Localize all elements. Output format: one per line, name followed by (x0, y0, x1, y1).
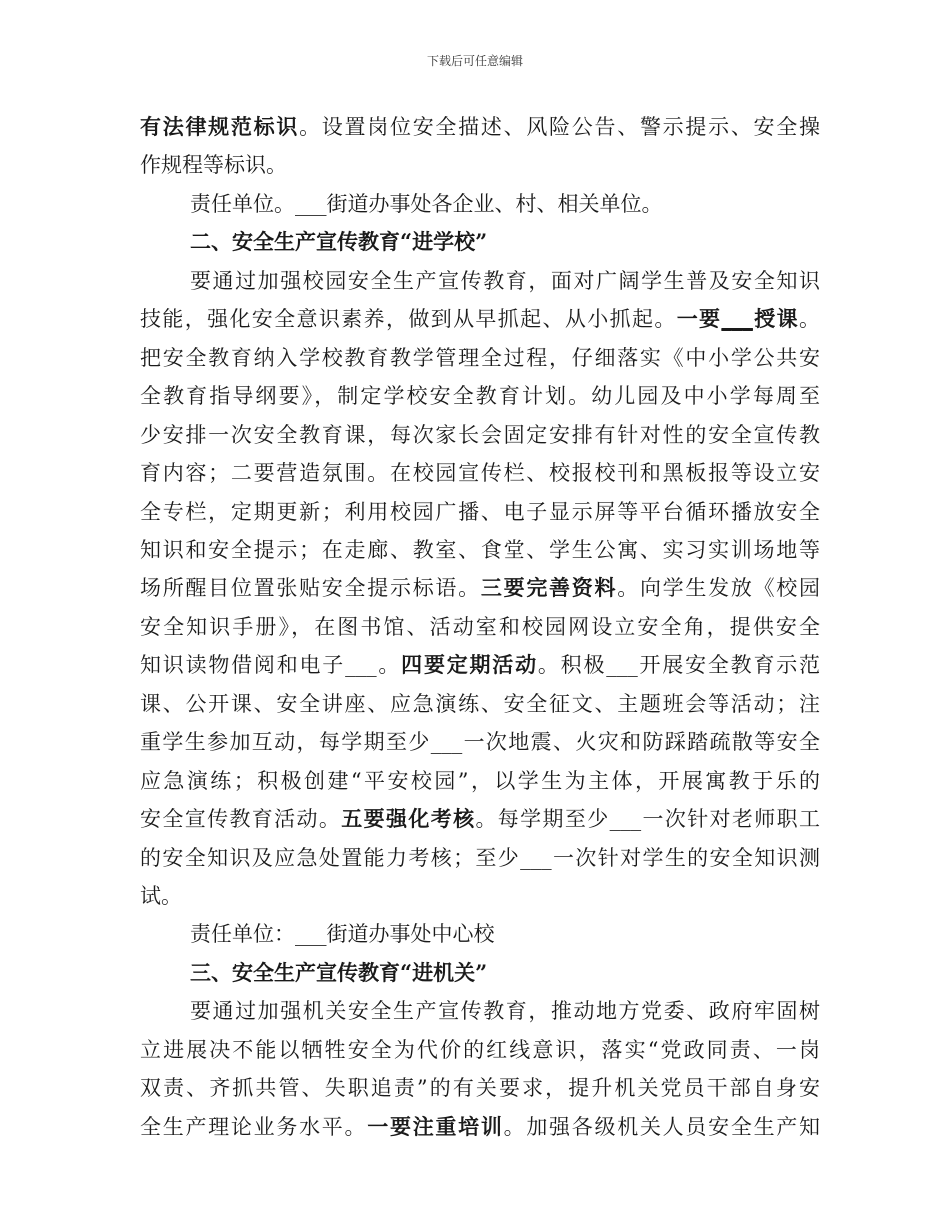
text-line (190, 268, 820, 294)
text-run: 把安全教育纳入学校教育教学管理全过程，仔细落实《中小学公共安 (140, 345, 820, 370)
text-line (140, 691, 820, 717)
text-line (140, 1075, 820, 1101)
bold-text: 三要完善资料 (480, 575, 618, 601)
text-run: 少安排一次安全教育课，每次家长会固定安排有针对性的安全宣传教 (140, 422, 820, 447)
text-run: 课、公开课、安全讲座、应急演练、安全征文、主题班会等活动；注 (140, 691, 820, 716)
text-line (140, 1037, 820, 1063)
text-run: 。积极___开展安全教育示范 (537, 653, 821, 678)
text-line (140, 345, 820, 371)
text-line (140, 422, 820, 448)
text-line (140, 114, 820, 140)
bold-text: 四要定期活动 (401, 652, 538, 678)
text-run: 安全宣传教育活动。 (140, 807, 342, 832)
text-run: 二、安全生产宣传教育“进学校” (190, 229, 488, 255)
text-line (140, 383, 820, 409)
text-line (140, 883, 820, 909)
text-line (140, 806, 820, 832)
bold-text: ___ (721, 306, 753, 332)
text-run: 。向学生发放《校园 (617, 576, 821, 601)
text-run: 试。 (140, 884, 182, 908)
text-line (190, 921, 820, 947)
text-line (140, 306, 820, 332)
text-run: 。设置岗位安全描述、风险公告、警示提示、安全操 (299, 115, 821, 139)
text-run: 育内容；二要营造氛围。在校园宣传栏、校报校刊和黑板报等设立安 (140, 461, 820, 486)
text-line (140, 499, 820, 525)
text-line (140, 575, 820, 601)
text-run: 全教育指导纲要》，制定学校安全教育计划。幼儿园及中小学每周至 (140, 384, 820, 409)
text-run: 场所醒目位置张贴安全提示标语。 (140, 576, 481, 601)
text-run: 知识读物借阅和电子___。 (140, 653, 402, 678)
section-heading (190, 229, 820, 255)
text-run: 全专栏，定期更新；利用校园广播、电子显示屏等平台循环播放安全 (140, 499, 820, 524)
text-run: 三、安全生产宣传教育“进机关” (190, 959, 488, 985)
text-run: 责任单位：___街道办事处中心校 (190, 922, 495, 947)
text-line (140, 152, 820, 178)
text-line (140, 652, 820, 678)
text-line (140, 768, 820, 794)
text-run: 责任单位。___街道办事处各企业、村、相关单位。 (190, 191, 663, 216)
text-line (140, 537, 820, 563)
section-heading (190, 960, 820, 986)
text-line (140, 460, 820, 486)
bold-text: 一要 (676, 306, 722, 332)
text-line (140, 614, 820, 640)
bold-text: 一要注重培训 (367, 1113, 504, 1139)
text-run: 要通过加强机关安全生产宣传教育，推动地方党委、政府牢固树 (190, 999, 820, 1024)
text-run: 安全知识手册》，在图书馆、活动室和校园网设立安全角，提供安全 (140, 614, 820, 639)
page-header: 下载后可任意编辑 (426, 54, 523, 68)
text-run: 。加强各级机关人员安全生产知 (503, 1114, 821, 1139)
text-run: 的安全知识及应急处置能力考核；至少___一次针对学生的安全知识测 (140, 845, 820, 870)
text-run: 应急演练；积极创建“平安校园”，以学生为主体，开展寓教于乐的 (140, 768, 820, 793)
text-line (140, 845, 820, 871)
text-line (190, 998, 820, 1024)
text-run: 全生产理论业务水平。 (140, 1114, 368, 1139)
bold-text: 五要强化考核 (341, 806, 476, 832)
text-line (140, 1114, 820, 1140)
text-run: 知识和安全提示；在走廊、教室、食堂、学生公寓、实习实训场地等 (140, 537, 820, 562)
bold-text: 授课 (752, 306, 800, 332)
text-run: 。 (799, 307, 821, 332)
text-run: 技能，强化安全意识素养，做到从早抓起、从小抓起。 (140, 307, 677, 332)
text-line (140, 729, 820, 755)
text-line (190, 191, 820, 217)
text-run: 。每学期至少___一次针对老师职工 (475, 807, 821, 832)
text-run: 立进展决不能以牺牲安全为代价的红线意识，落实“党政同责、一岗 (140, 1037, 820, 1062)
text-run: 作规程等标识。 (140, 153, 287, 178)
bold-text: 有法律规范标识 (140, 114, 300, 139)
text-run: 双责、齐抓共管、失职追责”的有关要求，提升机关党员干部自身安 (140, 1076, 820, 1101)
text-run: 重学生参加互动，每学期至少___一次地震、火灾和防踩踏疏散等安全 (140, 730, 820, 755)
text-run: 要通过加强校园安全生产宣传教育，面对广阔学生普及安全知识 (190, 268, 820, 293)
